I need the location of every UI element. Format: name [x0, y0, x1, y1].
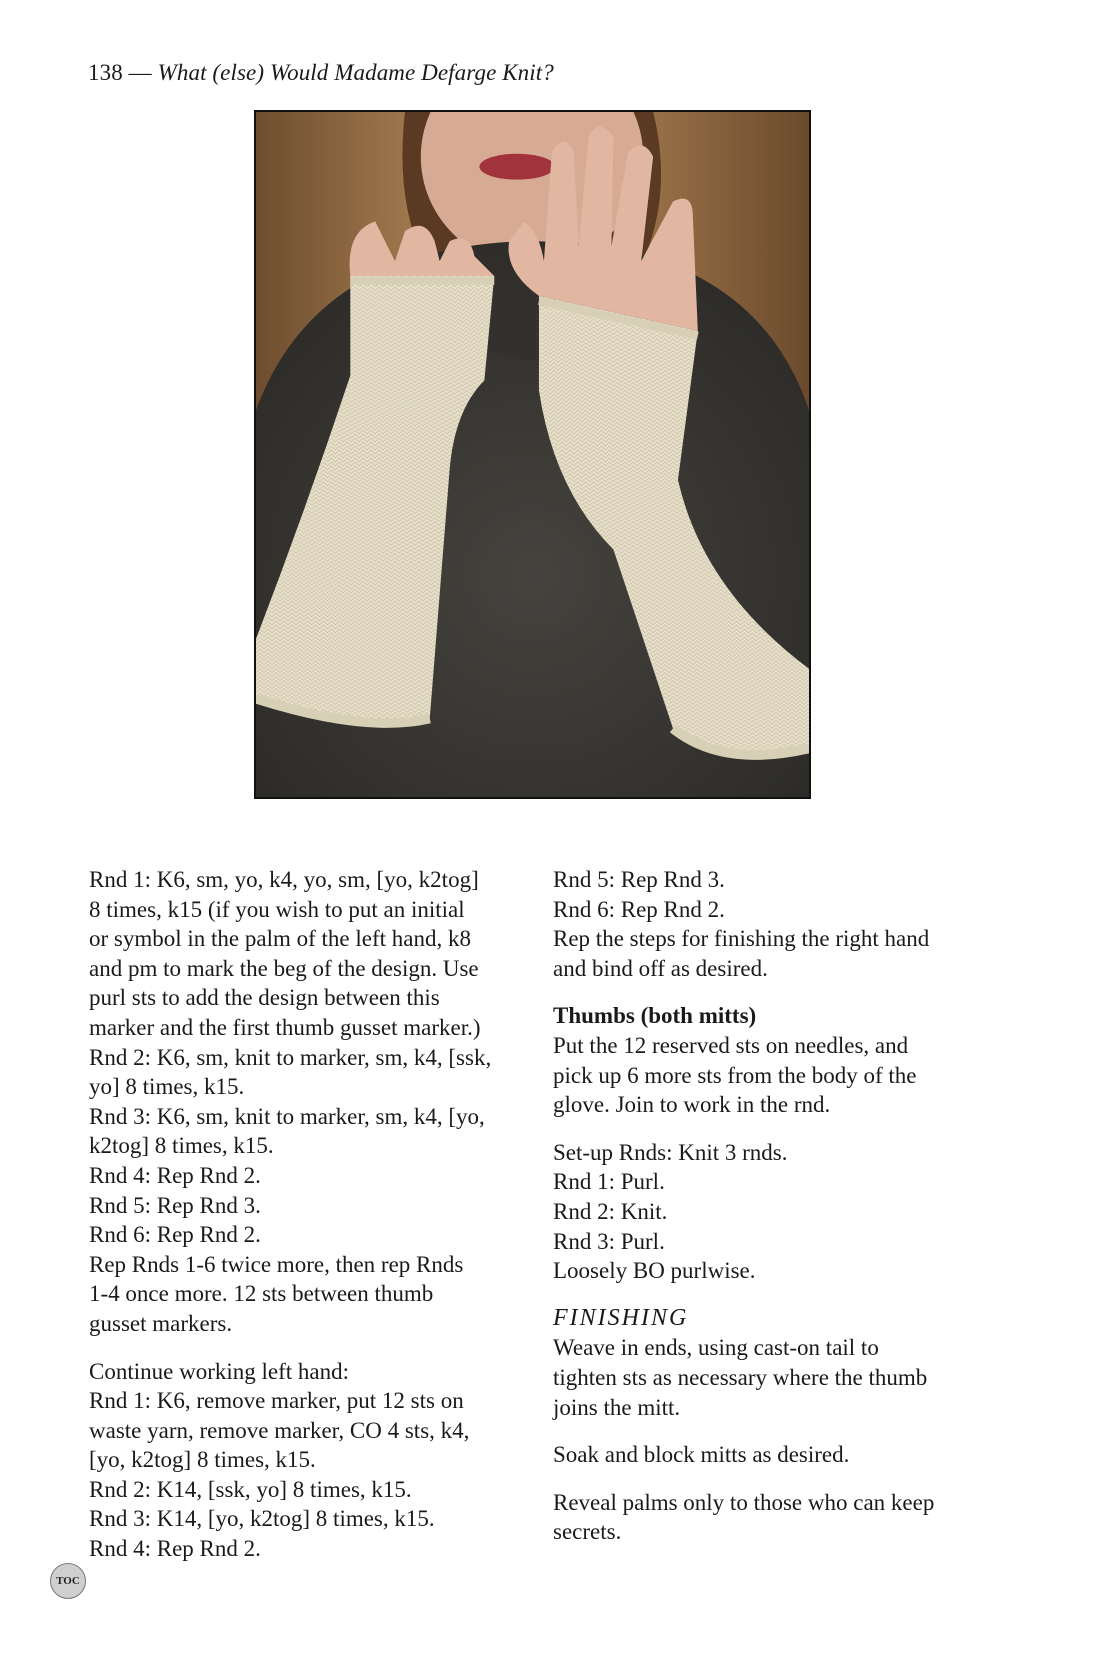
text-line: Rnd 3: Purl. [553, 1228, 665, 1254]
text-line: Put the 12 reserved sts on needles, and [553, 1032, 909, 1058]
setup-rounds [553, 1138, 998, 1286]
text-line: and bind off as desired. [553, 955, 768, 981]
text-line: and pm to mark the beg of the design. Use [89, 955, 479, 981]
text-line: Reveal palms only to those who can keep [553, 1489, 935, 1515]
running-header [88, 60, 554, 86]
text-line: Rnd 1: Purl. [553, 1169, 665, 1195]
text-line: Rnd 5: Rep Rnd 3. [553, 867, 725, 892]
text-line: pick up 6 more sts from the body of the [553, 1062, 917, 1088]
header-separator: — [122, 60, 158, 85]
text-line: [yo, k2tog] 8 times, k15. [89, 1447, 316, 1473]
reveal-paragraph [553, 1488, 998, 1547]
right-column [553, 865, 998, 1565]
text-line: or symbol in the palm of the left hand, k8 [89, 926, 471, 952]
page-number: 138 [88, 60, 123, 85]
soak-paragraph [553, 1440, 998, 1470]
text-line: Rnd 3: K14, [yo, k2tog] 8 times, k15. [89, 1506, 435, 1532]
right-block-rounds [553, 865, 998, 983]
text-line: 8 times, k15 (if you wish to put an initial [89, 896, 465, 922]
thumbs-heading: Thumbs (both mitts) [553, 1003, 757, 1029]
text-line: purl sts to add the design between this [89, 985, 440, 1011]
text-line: Rnd 3: K6, sm, knit to marker, sm, k4, [yo, [89, 1103, 485, 1129]
text-line: joins the mitt. [553, 1394, 681, 1420]
text-line: Loosely BO purlwise. [553, 1258, 756, 1284]
left-block-rounds [89, 865, 534, 1339]
text-line: Set-up Rnds: Knit 3 rnds. [553, 1139, 788, 1165]
text-line: marker and the first thumb gusset marker.) [89, 1014, 481, 1040]
toc-button[interactable]: TOC [50, 1563, 86, 1599]
left-block-continue [89, 1357, 534, 1564]
finishing-section [553, 1304, 998, 1422]
text-line: secrets. [553, 1519, 622, 1545]
text-line: 1-4 once more. 12 sts between thumb [89, 1281, 434, 1307]
left-column [89, 865, 534, 1582]
text-line: Rnd 2: Knit. [553, 1198, 668, 1224]
finishing-heading: FINISHING [553, 1304, 689, 1331]
mitts-photo [254, 110, 811, 799]
text-line: Rnd 4: Rep Rnd 2. [89, 1162, 261, 1188]
text-line: gusset markers. [89, 1310, 233, 1336]
text-line: Weave in ends, using cast-on tail to [553, 1335, 879, 1361]
text-line: Rnd 6: Rep Rnd 2. [89, 1222, 261, 1248]
text-line: tighten sts as necessary where the thumb [553, 1364, 928, 1390]
text-line: Rnd 2: K6, sm, knit to marker, sm, k4, [ssk, [89, 1044, 492, 1070]
text-line: waste yarn, remove marker, CO 4 sts, k4, [89, 1417, 470, 1443]
text-line: k2tog] 8 times, k15. [89, 1133, 274, 1159]
text-line: Rnd 1: K6, sm, yo, k4, yo, sm, [yo, k2tog] [89, 867, 479, 892]
text-line: Rnd 1: K6, remove marker, put 12 sts on [89, 1388, 464, 1414]
text-line: Rnd 6: Rep Rnd 2. [553, 896, 725, 922]
text-line: Rnd 4: Rep Rnd 2. [89, 1536, 261, 1562]
text-line: Continue working left hand: [89, 1358, 349, 1384]
text-line: yo] 8 times, k15. [89, 1074, 245, 1100]
text-line: glove. Join to work in the rnd. [553, 1092, 831, 1118]
book-title: What (else) Would Madame Defarge Knit? [157, 60, 554, 85]
text-line: Rep the steps for finishing the right hand [553, 926, 930, 952]
text-line: Soak and block mitts as desired. [553, 1442, 850, 1468]
text-line: Rep Rnds 1-6 twice more, then rep Rnds [89, 1251, 464, 1277]
text-line: Rnd 5: Rep Rnd 3. [89, 1192, 261, 1218]
text-line: Rnd 2: K14, [ssk, yo] 8 times, k15. [89, 1476, 412, 1502]
thumbs-section [553, 1001, 998, 1119]
